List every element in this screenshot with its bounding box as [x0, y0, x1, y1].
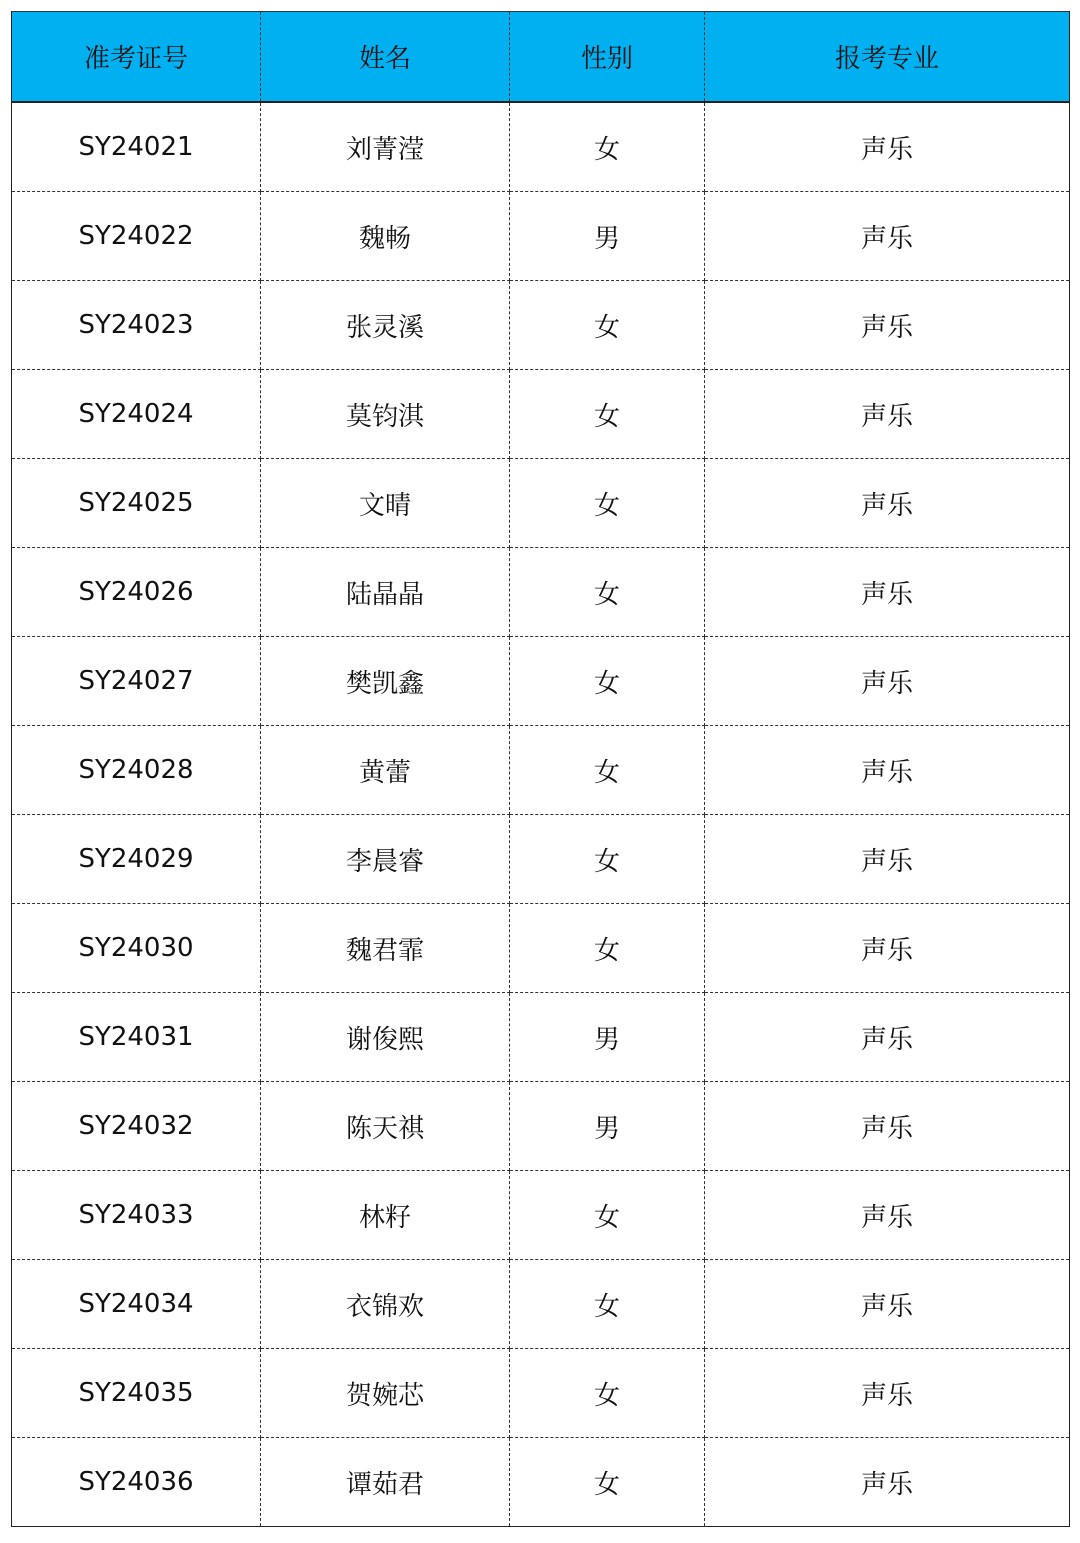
cell-gender: 女	[510, 1349, 705, 1438]
header-name: 姓名	[261, 12, 510, 103]
header-gender: 性别	[510, 12, 705, 103]
table-row	[12, 459, 1070, 548]
header-row	[12, 12, 1070, 103]
cell-exam-id: SY24036	[12, 1438, 261, 1527]
cell-exam-id: SY24033	[12, 1171, 261, 1260]
cell-gender: 女	[510, 1438, 705, 1527]
cell-gender: 女	[510, 102, 705, 192]
cell-major: 声乐	[705, 459, 1070, 548]
cell-gender: 男	[510, 993, 705, 1082]
cell-exam-id: SY24022	[12, 192, 261, 281]
cell-exam-id: SY24031	[12, 993, 261, 1082]
cell-name: 魏畅	[261, 192, 510, 281]
cell-gender: 女	[510, 459, 705, 548]
cell-gender: 女	[510, 904, 705, 993]
cell-major: 声乐	[705, 726, 1070, 815]
cell-exam-id: SY24030	[12, 904, 261, 993]
admission-table	[11, 11, 1070, 1527]
table-row	[12, 192, 1070, 281]
table-row	[12, 548, 1070, 637]
cell-gender: 女	[510, 548, 705, 637]
header-major: 报考专业	[705, 12, 1070, 103]
cell-name: 黄蕾	[261, 726, 510, 815]
table-row	[12, 1260, 1070, 1349]
table-row	[12, 726, 1070, 815]
cell-exam-id: SY24021	[12, 102, 261, 192]
cell-name: 贺婉芯	[261, 1349, 510, 1438]
cell-name: 刘菁滢	[261, 102, 510, 192]
cell-exam-id: SY24035	[12, 1349, 261, 1438]
admission-table-container	[11, 11, 1069, 1527]
cell-gender: 男	[510, 1082, 705, 1171]
cell-exam-id: SY24028	[12, 726, 261, 815]
cell-exam-id: SY24026	[12, 548, 261, 637]
cell-exam-id: SY24024	[12, 370, 261, 459]
cell-exam-id: SY24029	[12, 815, 261, 904]
table-row	[12, 1082, 1070, 1171]
cell-name: 张灵溪	[261, 281, 510, 370]
cell-name: 衣锦欢	[261, 1260, 510, 1349]
cell-name: 莫钧淇	[261, 370, 510, 459]
cell-name: 陈天祺	[261, 1082, 510, 1171]
cell-gender: 女	[510, 1171, 705, 1260]
cell-major: 声乐	[705, 904, 1070, 993]
cell-gender: 女	[510, 281, 705, 370]
cell-name: 谭茹君	[261, 1438, 510, 1527]
cell-major: 声乐	[705, 548, 1070, 637]
cell-major: 声乐	[705, 1171, 1070, 1260]
cell-gender: 女	[510, 726, 705, 815]
cell-major: 声乐	[705, 192, 1070, 281]
cell-name: 谢俊熙	[261, 993, 510, 1082]
table-row	[12, 1438, 1070, 1527]
cell-major: 声乐	[705, 637, 1070, 726]
cell-name: 文晴	[261, 459, 510, 548]
cell-major: 声乐	[705, 281, 1070, 370]
cell-major: 声乐	[705, 993, 1070, 1082]
cell-major: 声乐	[705, 1260, 1070, 1349]
cell-major: 声乐	[705, 1082, 1070, 1171]
cell-name: 李晨睿	[261, 815, 510, 904]
cell-major: 声乐	[705, 1349, 1070, 1438]
cell-name: 林籽	[261, 1171, 510, 1260]
cell-exam-id: SY24032	[12, 1082, 261, 1171]
cell-name: 樊凯鑫	[261, 637, 510, 726]
cell-major: 声乐	[705, 1438, 1070, 1527]
table-row	[12, 637, 1070, 726]
header-exam-id: 准考证号	[12, 12, 261, 103]
table-row	[12, 281, 1070, 370]
cell-exam-id: SY24027	[12, 637, 261, 726]
table-row	[12, 993, 1070, 1082]
cell-exam-id: SY24023	[12, 281, 261, 370]
cell-name: 魏君霏	[261, 904, 510, 993]
cell-exam-id: SY24034	[12, 1260, 261, 1349]
table-header	[12, 12, 1070, 103]
cell-gender: 女	[510, 815, 705, 904]
cell-major: 声乐	[705, 102, 1070, 192]
cell-name: 陆晶晶	[261, 548, 510, 637]
table-row	[12, 904, 1070, 993]
table-row	[12, 102, 1070, 192]
cell-gender: 女	[510, 637, 705, 726]
cell-exam-id: SY24025	[12, 459, 261, 548]
table-row	[12, 815, 1070, 904]
cell-major: 声乐	[705, 815, 1070, 904]
cell-gender: 男	[510, 192, 705, 281]
table-row	[12, 1349, 1070, 1438]
cell-gender: 女	[510, 370, 705, 459]
table-body	[12, 102, 1070, 1527]
cell-major: 声乐	[705, 370, 1070, 459]
cell-gender: 女	[510, 1260, 705, 1349]
table-row	[12, 370, 1070, 459]
table-row	[12, 1171, 1070, 1260]
